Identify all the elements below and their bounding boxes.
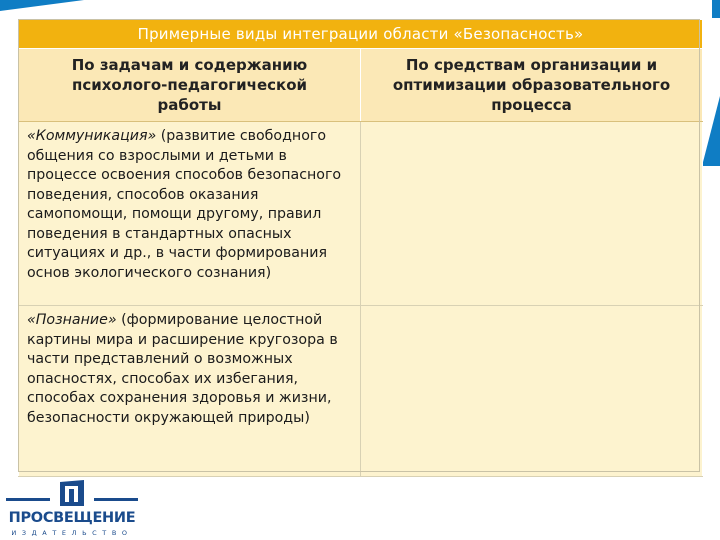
logo-name: ПРОСВЕЩЕНИЕ [8, 510, 136, 526]
area-term: «Познание» [27, 312, 117, 328]
area-description: (формирование целостной картины мира и расширение кругозора в части представлений о возможных опасностях, способах их избегания, способах сохранения здоровья и жизни, безопасности окружающей природы) [27, 312, 338, 426]
table-row [19, 306, 703, 477]
table-cell-empty [361, 122, 703, 306]
table-cell [19, 122, 361, 306]
integration-table [18, 19, 703, 477]
column-header-tasks [19, 49, 361, 122]
logo-subtitle: ИЗДАТЕЛЬСТВО [11, 529, 133, 537]
column-header-tasks-label: По задачам и содержанию психолого-педагогической работы [71, 56, 308, 114]
publisher-logo [4, 478, 140, 538]
edge-accent [712, 0, 720, 18]
column-header-means-label: По средствам организации и оптимизации образовательного процесса [392, 56, 671, 114]
column-header-means [361, 49, 703, 122]
cell-text [19, 306, 360, 428]
table-cell-empty [361, 306, 703, 477]
logo-emblem-icon [4, 478, 140, 510]
table-title: Примерные виды интеграции области «Безопасность» [19, 20, 703, 49]
cell-text [19, 122, 360, 283]
area-term: «Коммуникация» [27, 128, 157, 144]
corner-accent [0, 0, 84, 11]
table-cell [19, 306, 361, 477]
edge-accent-triangle [702, 96, 720, 166]
table-row [19, 122, 703, 306]
area-description: (развитие свободного общения со взрослыми и детьми в процессе освоения способов безопасного поведения, способов оказания самопомощи, помощи другому, правил поведения в стандартных опасных ситуациях и др., в части формирования основ экологического сознания) [27, 128, 342, 281]
